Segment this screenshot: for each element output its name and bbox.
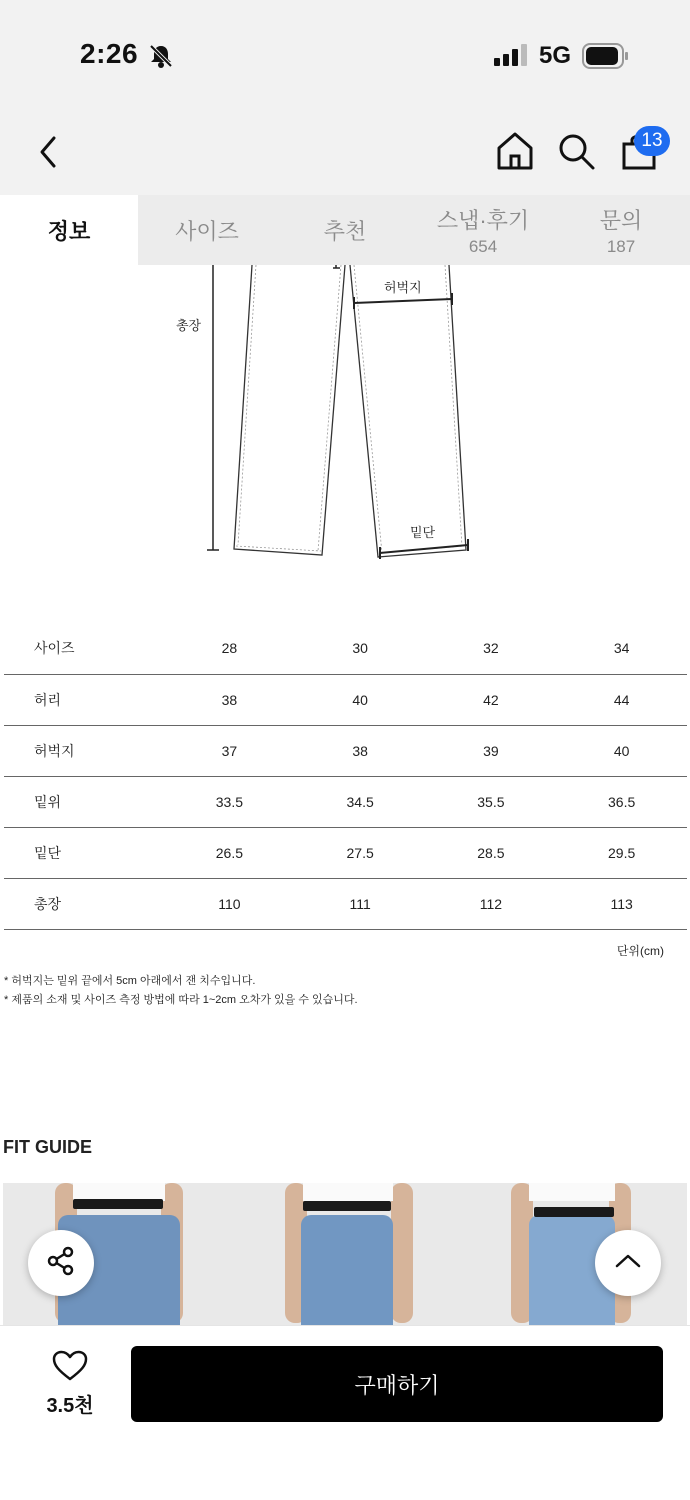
table-row: [4, 776, 687, 827]
table-row-label: 총장: [34, 895, 62, 912]
home-icon[interactable]: [495, 130, 535, 177]
share-icon: [45, 1245, 77, 1282]
tab-size[interactable]: [138, 195, 276, 265]
size-note: * 허벅지는 밑위 끝에서 5cm 아래에서 잰 치수입니다.: [4, 975, 256, 987]
pants-diagram-illustration: [0, 265, 690, 605]
tab-count: 654: [468, 236, 498, 256]
table-cell: 40: [613, 742, 630, 759]
table-cell: 37: [221, 742, 238, 759]
fit-guide-photo[interactable]: [231, 1183, 459, 1325]
table-cell: 42: [483, 691, 499, 708]
table-row: [4, 878, 687, 929]
purchase-bar: [0, 1325, 690, 1500]
tab-snap-review[interactable]: [414, 195, 552, 265]
back-arrow-icon[interactable]: [34, 132, 64, 177]
tab-label: 정보: [47, 218, 91, 244]
table-row: [4, 827, 687, 878]
size-note: * 제품의 소재 및 사이즈 측정 방법에 따라 1~2cm 오차가 있을 수 있습니다.: [4, 994, 358, 1006]
tab-info[interactable]: [0, 195, 138, 265]
tab-label: 사이즈: [175, 218, 239, 244]
buy-button[interactable]: 구매하기: [131, 1346, 663, 1422]
search-icon[interactable]: [557, 132, 597, 177]
table-cell: 30: [352, 640, 368, 657]
top-nav: [0, 110, 690, 195]
table-row: [4, 725, 687, 776]
heart-icon: [52, 1369, 88, 1386]
table-cell: 33.5: [215, 793, 243, 810]
table-cell: 28: [221, 640, 238, 657]
tab-label: 추천: [323, 218, 367, 244]
table-row: [4, 674, 687, 725]
diagram-label-total-length: 총장: [176, 318, 202, 333]
diagram-label-hem: 밑단: [410, 525, 436, 540]
table-cell: 110: [218, 895, 241, 912]
fit-guide-gallery: [3, 1183, 687, 1325]
table-row-label: 밑위: [34, 793, 62, 810]
tab-recommend[interactable]: [276, 195, 414, 265]
table-cell: 32: [483, 640, 499, 657]
tab-label: 스냅·후기: [436, 207, 530, 233]
table-cell: 113: [610, 895, 633, 912]
battery-icon: [582, 43, 630, 74]
network-type: 5G: [539, 42, 572, 69]
diagram-label-thigh: 허벅지: [384, 280, 422, 295]
table-cell: 29.5: [608, 844, 636, 861]
scroll-top-button[interactable]: [595, 1230, 661, 1296]
table-cell: 26.5: [215, 844, 243, 861]
table-row-label: 허벅지: [34, 742, 75, 759]
like-count: 3.5천: [46, 1395, 94, 1417]
cart-count-badge: 13: [634, 126, 670, 156]
table-cell: 112: [479, 895, 503, 912]
table-cell: 사이즈: [34, 640, 75, 657]
table-cell: 38: [221, 691, 238, 708]
like-button[interactable]: [38, 1350, 102, 1418]
table-cell: 34.5: [346, 793, 374, 810]
table-cell: 27.5: [346, 844, 374, 861]
status-bar: [0, 0, 690, 110]
table-cell: 40: [352, 691, 368, 708]
table-row-label: 허리: [34, 691, 62, 708]
chevron-up-icon: [614, 1251, 642, 1276]
tab-label: 문의: [599, 207, 643, 233]
table-header-row: [4, 623, 687, 674]
table-row-label: 밑단: [34, 844, 62, 861]
table-cell: 35.5: [477, 793, 505, 810]
unit-label: 단위(cm): [616, 944, 664, 958]
share-button[interactable]: [28, 1230, 94, 1296]
signal-icon: [494, 44, 528, 71]
table-cell: 39: [483, 742, 499, 759]
tab-bar: [0, 195, 690, 265]
size-table: [4, 623, 687, 930]
table-cell: 111: [349, 895, 371, 912]
status-time: 2:26: [80, 38, 139, 69]
table-cell: 34: [613, 640, 630, 657]
fit-guide-title: FIT GUIDE: [3, 1137, 92, 1157]
tab-count: 187: [606, 236, 636, 256]
table-cell: 38: [352, 742, 368, 759]
bell-slash-icon: [147, 42, 175, 75]
table-cell: 28.5: [477, 844, 505, 861]
size-diagram: [0, 265, 690, 605]
table-cell: 44: [613, 691, 630, 708]
table-cell: 36.5: [608, 793, 636, 810]
tab-inquiry[interactable]: [552, 195, 690, 265]
